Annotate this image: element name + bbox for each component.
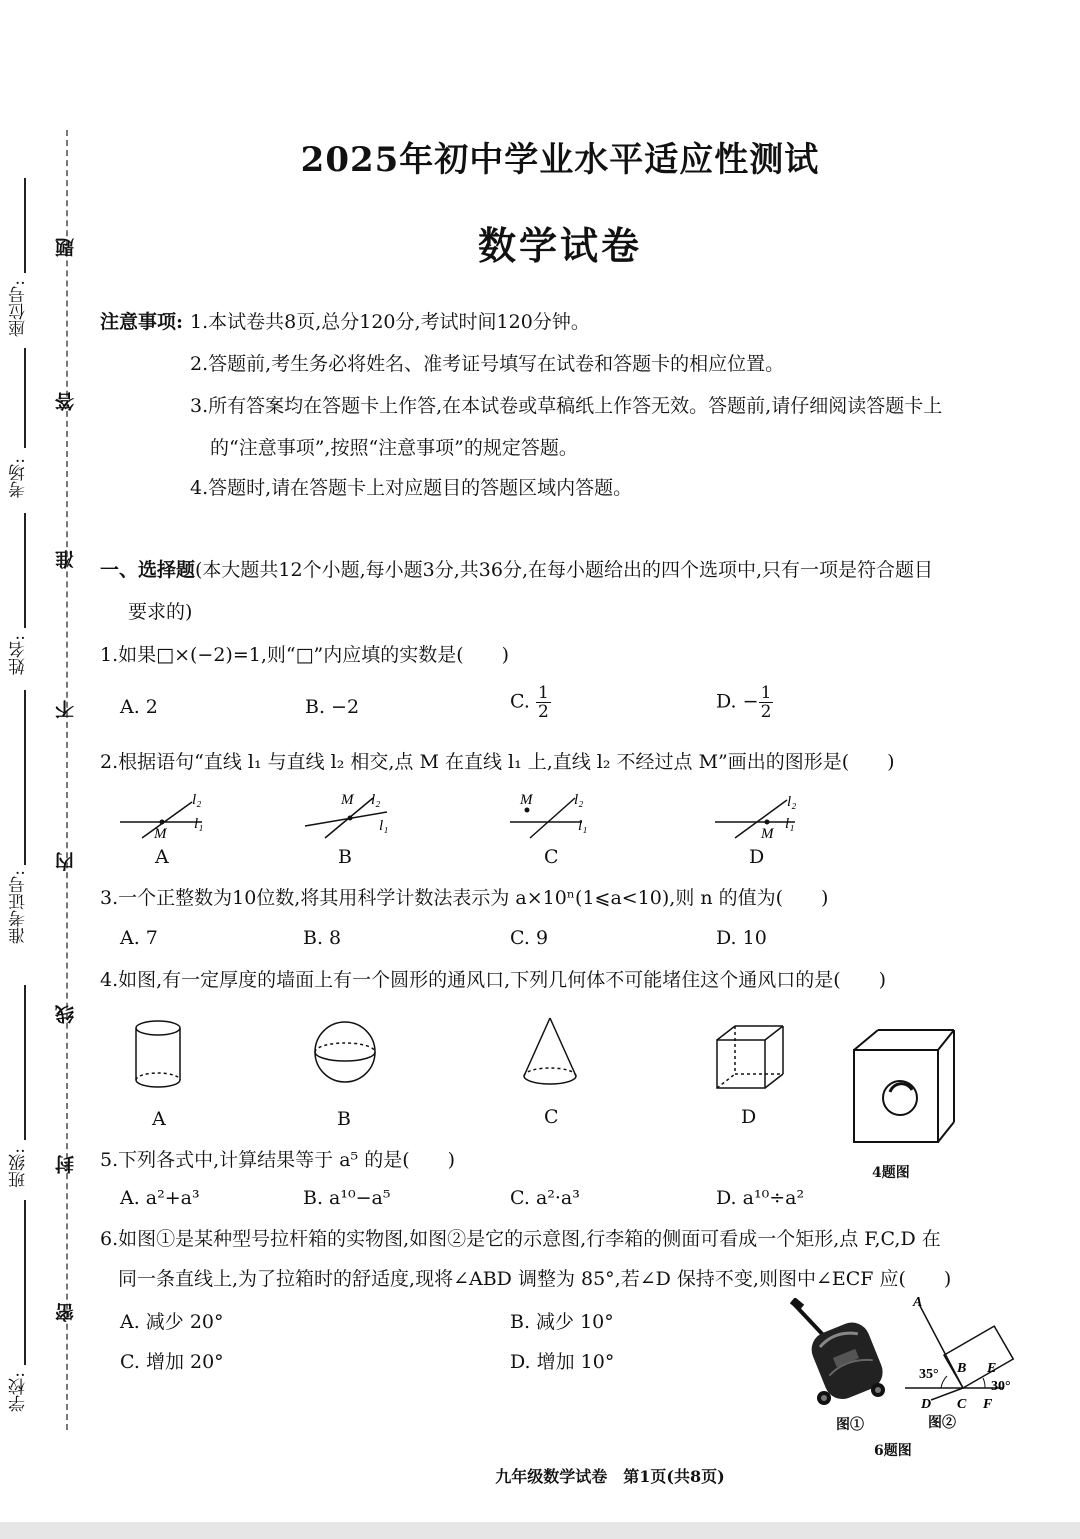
angle-35: 35° xyxy=(919,1367,939,1382)
binding-dashed-line xyxy=(66,130,68,1430)
q6-option-c: C. 增加 20° xyxy=(120,1351,224,1373)
label-l2: l₂ xyxy=(574,792,584,808)
q5-option-d: D. a¹⁰÷a² xyxy=(716,1187,805,1209)
ticket-number-line xyxy=(24,690,26,865)
q3-option-d: D. 10 xyxy=(716,927,767,949)
notice-item: 2.答题前,考生务必将姓名、准考证号填写在试卷和答题卡的相应位置。 xyxy=(190,353,785,375)
cube-shape xyxy=(717,1026,783,1088)
binding-char: 准 xyxy=(55,550,77,569)
numerator: 1 xyxy=(760,683,772,703)
cone-shape xyxy=(524,1018,576,1084)
label-f: F xyxy=(983,1397,993,1412)
binding-char: 内 xyxy=(55,852,77,871)
q6-figure-caption: 6题图 xyxy=(874,1443,912,1459)
label-a: A xyxy=(913,1295,923,1310)
label-l1: l₁ xyxy=(578,818,588,834)
wall-vent-figure xyxy=(854,1030,954,1142)
cylinder-shape xyxy=(136,1021,180,1087)
seat-number-label: 座位号: xyxy=(9,280,29,337)
section-heading: 一、选择题 xyxy=(100,559,196,581)
label-l1: l₁ xyxy=(194,816,204,832)
denominator: 2 xyxy=(537,702,549,722)
denominator: 2 xyxy=(760,702,772,722)
label-l1: l₁ xyxy=(785,816,795,832)
label-c: C xyxy=(957,1397,967,1412)
q1-option-c-prefix: C. xyxy=(510,690,530,713)
q2-label-c: C xyxy=(544,846,559,868)
label-d: D xyxy=(921,1397,932,1412)
q6-stem-line2: 同一条直线上,为了拉箱时的舒适度,现将∠ABD 调整为 85°,若∠D 保持不变,则图中∠ECF 应( ) xyxy=(118,1268,952,1290)
section-desc-cont: 要求的) xyxy=(128,601,193,623)
numerator: 1 xyxy=(537,683,549,703)
q6-option-a: A. 减少 20° xyxy=(120,1311,224,1333)
bottom-bar xyxy=(0,1522,1080,1539)
label-l2: l₂ xyxy=(371,792,381,808)
q2-figure-a xyxy=(120,792,203,842)
angle-30: 30° xyxy=(991,1379,1011,1394)
label-e: E xyxy=(987,1361,997,1376)
q2-stem: 2.根据语句“直线 l₁ 与直线 l₂ 相交,点 M 在直线 l₁ 上,直线 l₂ 不经过点 M”画出的图形是( ) xyxy=(100,751,895,773)
school-label: 学校: xyxy=(9,1372,29,1412)
notice-item: 3.所有答案均在答题卡上作答,在本试卷或草稿纸上作答无效。答题前,请仔细阅读答题卡上 xyxy=(190,395,943,417)
luggage-photo xyxy=(786,1298,896,1413)
q2-label-d: D xyxy=(749,846,765,868)
label-l2: l₂ xyxy=(787,794,797,810)
q4-figures xyxy=(120,1010,970,1160)
notice-label: 注意事项: xyxy=(100,311,184,333)
q3-option-b: B. 8 xyxy=(303,927,342,949)
q2-figure-c xyxy=(510,792,587,838)
q3-option-a: A. 7 xyxy=(120,927,158,949)
exam-room-line xyxy=(24,348,26,448)
class-label: 班级: xyxy=(9,1148,29,1188)
sphere-shape xyxy=(315,1022,375,1082)
label-l1: l₁ xyxy=(379,818,389,834)
exam-room-label: 考场: xyxy=(9,458,29,498)
label-l2: l₂ xyxy=(192,792,202,808)
luggage-schematic xyxy=(905,1292,1030,1417)
name-line xyxy=(24,513,26,628)
q2-figures xyxy=(110,788,860,848)
q6-figure2-caption: 图② xyxy=(928,1415,956,1431)
binding-char: 线 xyxy=(55,1005,77,1024)
binding-char: 封 xyxy=(55,1155,77,1174)
q1-option-c-fraction xyxy=(536,684,551,721)
binding-char: 答 xyxy=(55,392,77,411)
q5-stem: 5.下列各式中,计算结果等于 a⁵ 的是( ) xyxy=(100,1149,456,1171)
label-m: M xyxy=(154,826,167,842)
q1-option-a: A. 2 xyxy=(120,696,158,718)
exam-subtitle: 数学试卷 xyxy=(477,223,642,268)
notice-item: 的“注意事项”,按照“注意事项”的规定答题。 xyxy=(210,437,578,459)
q1-option-b: B. −2 xyxy=(305,696,360,718)
q5-option-a: A. a²+a³ xyxy=(120,1187,200,1209)
label-m: M xyxy=(341,792,354,808)
label-m: M xyxy=(520,792,533,808)
q4-label-a: A xyxy=(152,1108,166,1130)
label-b: B xyxy=(957,1361,967,1376)
q3-stem: 3.一个正整数为10位数,将其用科学计数法表示为 a×10ⁿ(1⩽a<10),则 n 的值为( ) xyxy=(100,887,829,909)
section-heading-line xyxy=(100,558,933,582)
q4-figure-caption: 4题图 xyxy=(872,1165,910,1181)
binding-char: 密 xyxy=(55,1303,77,1322)
ticket-number-label: 准考证号: xyxy=(9,870,29,944)
q4-label-d: D xyxy=(741,1106,757,1128)
q1-stem: 1.如果□×(−2)=1,则“□”内应填的实数是( ) xyxy=(100,644,510,666)
school-line xyxy=(24,1200,26,1365)
notice-item: 1.本试卷共8页,总分120分,考试时间120分钟。 xyxy=(190,311,590,333)
q1-option-c xyxy=(510,684,551,721)
binding-char: 题 xyxy=(55,238,77,257)
page-footer: 九年级数学试卷 第1页(共8页) xyxy=(495,1467,725,1486)
binding-char: 不 xyxy=(55,700,77,719)
name-label: 姓名: xyxy=(9,635,29,675)
q2-figure-d xyxy=(715,794,796,842)
q1-option-d-fraction xyxy=(759,684,774,721)
label-m: M xyxy=(761,826,774,842)
q6-stem-line1: 6.如图①是某种型号拉杆箱的实物图,如图②是它的示意图,行李箱的侧面可看成一个矩形,点 F,C,D 在 xyxy=(100,1228,941,1250)
class-line xyxy=(24,985,26,1140)
q4-label-c: C xyxy=(544,1106,559,1128)
q4-label-b: B xyxy=(337,1108,351,1130)
notice-item: 4.答题时,请在答题卡上对应题目的答题区域内答题。 xyxy=(190,477,633,499)
q6-figure1-caption: 图① xyxy=(836,1417,864,1433)
q4-stem: 4.如图,有一定厚度的墙面上有一个圆形的通风口,下列几何体不可能堵住这个通风口的是( ) xyxy=(100,969,887,991)
q1-option-d-prefix: D. − xyxy=(716,690,759,713)
q2-label-b: B xyxy=(338,846,352,868)
q2-figure-b xyxy=(305,792,388,838)
exam-title: 2025年初中学业水平适应性测试 xyxy=(300,140,820,180)
q6-option-d: D. 增加 10° xyxy=(510,1351,615,1373)
q6-option-b: B. 减少 10° xyxy=(510,1311,614,1333)
q5-option-c: C. a²·a³ xyxy=(510,1187,580,1209)
q3-option-c: C. 9 xyxy=(510,927,549,949)
q2-label-a: A xyxy=(155,846,169,868)
section-desc: (本大题共12个小题,每小题3分,共36分,在每小题给出的四个选项中,只有一项是符合题目 xyxy=(195,559,934,581)
q1-option-d xyxy=(716,684,773,721)
q5-option-b: B. a¹⁰−a⁵ xyxy=(303,1187,391,1209)
